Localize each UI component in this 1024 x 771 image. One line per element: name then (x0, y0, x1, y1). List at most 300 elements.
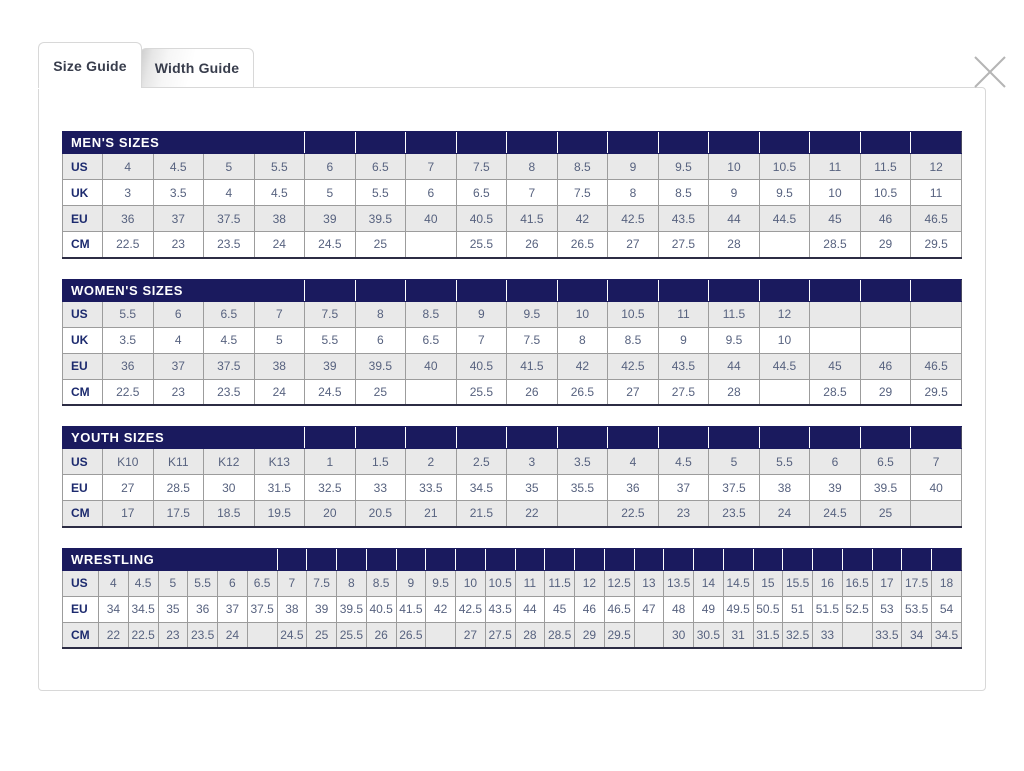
size-cell: 31.5 (254, 475, 305, 501)
size-cell: 18 (932, 570, 962, 596)
size-cell: 35 (507, 475, 558, 501)
size-cell: 42.5 (608, 353, 659, 379)
size-cell: 26.5 (557, 379, 608, 405)
size-cell: 6 (406, 180, 457, 206)
size-cell (860, 327, 911, 353)
size-cell: 27.5 (658, 379, 709, 405)
header-cell (366, 548, 396, 570)
header-cell (658, 279, 709, 301)
size-cell: 44.5 (759, 353, 810, 379)
table-row (63, 475, 962, 501)
header-cell (911, 132, 962, 154)
size-cell: 43.5 (485, 596, 515, 622)
size-cell: 2 (406, 449, 457, 475)
table-title: YOUTH SIZES (63, 427, 255, 449)
header-cell (406, 279, 457, 301)
size-cell: 8.5 (406, 301, 457, 327)
size-cell: 34.5 (128, 596, 158, 622)
header-cell (709, 427, 760, 449)
size-cell: 9.5 (658, 154, 709, 180)
header-cell (860, 427, 911, 449)
size-cell: 39 (305, 353, 356, 379)
size-cell: K10 (103, 449, 154, 475)
size-cell: 6 (305, 154, 356, 180)
header-cell (355, 427, 406, 449)
header-cell (709, 132, 760, 154)
size-cell (557, 501, 608, 527)
table-row (63, 206, 962, 232)
header-cell (810, 132, 861, 154)
size-cell: 45 (810, 206, 861, 232)
size-cell: 33.5 (406, 475, 457, 501)
header-cell (608, 132, 659, 154)
size-cell: 28.5 (545, 622, 575, 648)
size-cell: 23.5 (709, 501, 760, 527)
size-cell: 4 (99, 570, 129, 596)
header-cell (254, 279, 305, 301)
header-cell (305, 132, 356, 154)
header-cell (860, 279, 911, 301)
size-cell: 11 (810, 154, 861, 180)
size-cell: 10 (456, 570, 486, 596)
size-cell: 27 (608, 379, 659, 405)
header-cell (604, 548, 634, 570)
header-cell (515, 548, 545, 570)
header-cell (860, 132, 911, 154)
header-cell (355, 279, 406, 301)
size-cell: 40.5 (456, 206, 507, 232)
size-cell: 10.5 (860, 180, 911, 206)
size-cell: 11 (911, 180, 962, 206)
size-cell: 38 (759, 475, 810, 501)
table-row (63, 232, 962, 258)
size-cell: 31.5 (753, 622, 783, 648)
size-cell: 39 (305, 206, 356, 232)
header-cell (456, 427, 507, 449)
size-cell: 6.5 (406, 327, 457, 353)
size-cell: 7.5 (307, 570, 337, 596)
size-cell: 42 (557, 353, 608, 379)
size-cell: 32.5 (305, 475, 356, 501)
size-cell: 9 (456, 301, 507, 327)
size-cell: 23.5 (188, 622, 218, 648)
size-cell: 28 (709, 232, 760, 258)
header-cell (507, 427, 558, 449)
size-cell: 26.5 (396, 622, 426, 648)
size-cell: 12 (759, 301, 810, 327)
size-cell: 5.5 (305, 327, 356, 353)
size-cell: 28.5 (810, 379, 861, 405)
size-cell: 26 (507, 232, 558, 258)
size-cell: 33 (355, 475, 406, 501)
size-cell: 9 (396, 570, 426, 596)
header-cell (783, 548, 813, 570)
size-cell: 7 (911, 449, 962, 475)
size-cell (426, 622, 456, 648)
size-cell: 13 (634, 570, 664, 596)
size-cell: 7 (507, 180, 558, 206)
header-cell (694, 548, 724, 570)
size-cell: 10 (709, 154, 760, 180)
table-title: MEN'S SIZES (63, 132, 255, 154)
size-cell: 7.5 (456, 154, 507, 180)
header-cell (254, 132, 305, 154)
size-cell: 47 (634, 596, 664, 622)
size-cell: 15 (753, 570, 783, 596)
size-cell: 39.5 (355, 206, 406, 232)
size-cell: 23 (658, 501, 709, 527)
header-cell (406, 427, 457, 449)
size-cell: K13 (254, 449, 305, 475)
table-row (63, 570, 962, 596)
size-cell: 5 (709, 449, 760, 475)
size-cell: 15.5 (783, 570, 813, 596)
size-cell: 25 (860, 501, 911, 527)
size-cell: 53.5 (902, 596, 932, 622)
size-cell: 54 (932, 596, 962, 622)
header-cell (247, 548, 277, 570)
size-cell: 46 (860, 206, 911, 232)
header-cell (753, 548, 783, 570)
row-label: UK (63, 327, 103, 353)
size-cell (759, 232, 810, 258)
size-cell: 44 (709, 353, 760, 379)
size-cell: 34 (99, 596, 129, 622)
header-cell (723, 548, 753, 570)
size-cell: 23 (158, 622, 188, 648)
size-cell: 45 (810, 353, 861, 379)
size-cell: 8 (557, 327, 608, 353)
size-cell: 6 (810, 449, 861, 475)
size-cell: 5 (254, 327, 305, 353)
size-cell: 45 (545, 596, 575, 622)
size-cell (406, 379, 457, 405)
size-cell: 27 (608, 232, 659, 258)
size-cell: 25 (355, 379, 406, 405)
size-cell: 24 (254, 379, 305, 405)
size-cell: 8.5 (557, 154, 608, 180)
header-cell (932, 548, 962, 570)
size-cell: 49.5 (723, 596, 753, 622)
header-cell (759, 279, 810, 301)
size-cell: 5.5 (103, 301, 154, 327)
size-cell: 6 (218, 570, 248, 596)
size-cell: 32.5 (783, 622, 813, 648)
size-cell: 39 (307, 596, 337, 622)
header-cell (842, 548, 872, 570)
header-cell (608, 279, 659, 301)
size-cell: 28 (709, 379, 760, 405)
size-cell: K12 (204, 449, 255, 475)
size-cell: 9.5 (709, 327, 760, 353)
header-cell (337, 548, 367, 570)
table-title: WRESTLING (63, 548, 248, 570)
size-cell: 7.5 (507, 327, 558, 353)
size-cell: 26 (507, 379, 558, 405)
size-cell: 6 (355, 327, 406, 353)
header-cell (557, 427, 608, 449)
header-cell (456, 548, 486, 570)
size-cell: 11 (515, 570, 545, 596)
size-cell: 37 (153, 353, 204, 379)
size-cell: 38 (254, 353, 305, 379)
size-cell: 24.5 (277, 622, 307, 648)
size-cell (911, 301, 962, 327)
size-cell (247, 622, 277, 648)
header-cell (634, 548, 664, 570)
size-cell: 36 (103, 206, 154, 232)
size-cell: 44 (709, 206, 760, 232)
size-cell: 22 (507, 501, 558, 527)
size-cell: 3.5 (103, 327, 154, 353)
size-cell: 2.5 (456, 449, 507, 475)
size-cell: 7 (254, 301, 305, 327)
size-cell: 5 (305, 180, 356, 206)
size-cell: 14.5 (723, 570, 753, 596)
header-cell (902, 548, 932, 570)
size-cell: 37.5 (204, 353, 255, 379)
size-cell: 17.5 (902, 570, 932, 596)
size-cell: 11.5 (545, 570, 575, 596)
header-cell (664, 548, 694, 570)
size-cell: 24 (254, 232, 305, 258)
size-cell (911, 327, 962, 353)
row-label: US (63, 301, 103, 327)
row-label: EU (63, 475, 103, 501)
row-label: US (63, 154, 103, 180)
size-cell: 29.5 (911, 232, 962, 258)
size-cell: 22.5 (128, 622, 158, 648)
size-cell: 8.5 (658, 180, 709, 206)
size-cell: 40 (406, 206, 457, 232)
header-cell (507, 279, 558, 301)
size-cell: 3 (507, 449, 558, 475)
size-cell: 51 (783, 596, 813, 622)
size-cell: 4 (153, 327, 204, 353)
size-cell: 6.5 (860, 449, 911, 475)
size-cell: 7.5 (557, 180, 608, 206)
size-cell: 19.5 (254, 501, 305, 527)
size-cell: 40.5 (366, 596, 396, 622)
size-cell: 5.5 (254, 154, 305, 180)
size-cell: 7 (406, 154, 457, 180)
size-cell: 34 (902, 622, 932, 648)
size-cell (634, 622, 664, 648)
size-cell: 27 (103, 475, 154, 501)
size-cell: 21.5 (456, 501, 507, 527)
size-cell: 17.5 (153, 501, 204, 527)
size-cell: 26 (366, 622, 396, 648)
size-cell (842, 622, 872, 648)
size-cell: 26.5 (557, 232, 608, 258)
header-cell (709, 279, 760, 301)
size-cell: 36 (103, 353, 154, 379)
size-cell: 31 (723, 622, 753, 648)
table-row (63, 154, 962, 180)
size-cell: 4.5 (204, 327, 255, 353)
size-cell: 25 (355, 232, 406, 258)
size-cell: 9.5 (507, 301, 558, 327)
size-cell: 5 (158, 570, 188, 596)
size-cell: 36 (608, 475, 659, 501)
table-row (63, 449, 962, 475)
size-cell: 6 (153, 301, 204, 327)
size-cell: 16 (813, 570, 843, 596)
size-cell: 28.5 (810, 232, 861, 258)
size-cell: 21 (406, 501, 457, 527)
size-cell: 7.5 (305, 301, 356, 327)
size-cell: 5.5 (759, 449, 810, 475)
size-cell: 37.5 (204, 206, 255, 232)
size-cell: 52.5 (842, 596, 872, 622)
size-cell: 25.5 (337, 622, 367, 648)
size-cell: 9.5 (759, 180, 810, 206)
table-row (63, 327, 962, 353)
table-row (63, 180, 962, 206)
size-cell: 14 (694, 570, 724, 596)
size-guide-panel (38, 87, 986, 691)
size-cell: 12 (911, 154, 962, 180)
size-cell: 9.5 (426, 570, 456, 596)
size-cell: 29 (860, 379, 911, 405)
table-row (63, 501, 962, 527)
size-cell: 10.5 (759, 154, 810, 180)
table-row (63, 353, 962, 379)
row-label: EU (63, 596, 99, 622)
size-cell: 40.5 (456, 353, 507, 379)
size-cell: 51.5 (813, 596, 843, 622)
row-label: US (63, 449, 103, 475)
header-cell (759, 427, 810, 449)
size-cell: 8.5 (608, 327, 659, 353)
size-cell: 46 (575, 596, 605, 622)
size-cell: 30.5 (694, 622, 724, 648)
row-label: CM (63, 501, 103, 527)
mens-sizes-table (62, 131, 962, 259)
header-cell (277, 548, 307, 570)
size-cell: 43.5 (658, 206, 709, 232)
row-label: CM (63, 379, 103, 405)
size-cell: 8 (355, 301, 406, 327)
header-cell (658, 132, 709, 154)
size-cell: 8.5 (366, 570, 396, 596)
size-cell: 4.5 (254, 180, 305, 206)
size-cell: 35.5 (557, 475, 608, 501)
size-cell: 6.5 (247, 570, 277, 596)
header-cell (254, 427, 305, 449)
size-cell: 38 (254, 206, 305, 232)
size-cell: 44.5 (759, 206, 810, 232)
header-cell (813, 548, 843, 570)
size-cell: 18.5 (204, 501, 255, 527)
size-cell: 9 (608, 154, 659, 180)
header-cell (507, 132, 558, 154)
header-cell (759, 132, 810, 154)
size-cell: 42 (426, 596, 456, 622)
size-cell: 3.5 (153, 180, 204, 206)
header-cell (608, 427, 659, 449)
size-cell: 40 (911, 475, 962, 501)
size-cell: 49 (694, 596, 724, 622)
size-cell: 29.5 (604, 622, 634, 648)
size-cell: 4.5 (128, 570, 158, 596)
womens-sizes-table (62, 279, 962, 407)
size-cell: 42.5 (608, 206, 659, 232)
size-cell: 1.5 (355, 449, 406, 475)
size-cell: 25.5 (456, 232, 507, 258)
size-cell: 28.5 (153, 475, 204, 501)
size-cell: 34.5 (456, 475, 507, 501)
row-label: EU (63, 206, 103, 232)
size-cell: 6.5 (456, 180, 507, 206)
size-cell: 4 (103, 154, 154, 180)
header-cell (355, 132, 406, 154)
size-cell: 3 (103, 180, 154, 206)
size-cell: 24 (759, 501, 810, 527)
size-cell: 37 (218, 596, 248, 622)
size-cell: 22.5 (103, 232, 154, 258)
size-cell: 7 (277, 570, 307, 596)
table-row (63, 596, 962, 622)
size-cell (810, 301, 861, 327)
header-cell (406, 132, 457, 154)
size-cell: 8 (337, 570, 367, 596)
row-label: CM (63, 232, 103, 258)
size-cell: 5.5 (355, 180, 406, 206)
header-cell (810, 427, 861, 449)
size-cell: 39.5 (355, 353, 406, 379)
size-cell: 10 (810, 180, 861, 206)
tab-width-guide[interactable]: Width Guide (140, 48, 254, 88)
size-cell: 10 (759, 327, 810, 353)
size-cell: 11.5 (860, 154, 911, 180)
size-cell: 24.5 (810, 501, 861, 527)
size-cell: 17 (872, 570, 902, 596)
size-cell: 13.5 (664, 570, 694, 596)
size-cell: K11 (153, 449, 204, 475)
size-cell: 7 (456, 327, 507, 353)
header-cell (396, 548, 426, 570)
size-cell: 1 (305, 449, 356, 475)
size-cell: 36 (188, 596, 218, 622)
size-cell: 39.5 (860, 475, 911, 501)
tab-size-guide[interactable]: Size Guide (38, 42, 142, 88)
table-row (63, 379, 962, 405)
size-cell: 23 (153, 379, 204, 405)
size-cell: 30 (664, 622, 694, 648)
size-cell: 23 (153, 232, 204, 258)
size-cell: 22.5 (103, 379, 154, 405)
size-cell: 22 (99, 622, 129, 648)
size-cell: 12.5 (604, 570, 634, 596)
size-cell: 8 (608, 180, 659, 206)
size-cell: 42.5 (456, 596, 486, 622)
size-cell: 35 (158, 596, 188, 622)
size-cell: 10.5 (608, 301, 659, 327)
size-cell: 41.5 (507, 353, 558, 379)
size-cell: 4 (204, 180, 255, 206)
size-cell (860, 301, 911, 327)
size-cell: 24.5 (305, 232, 356, 258)
header-cell (557, 132, 608, 154)
size-cell: 20 (305, 501, 356, 527)
size-cell: 5 (204, 154, 255, 180)
size-guide-tabs (38, 42, 1024, 88)
size-cell: 37.5 (247, 596, 277, 622)
header-cell (456, 279, 507, 301)
size-cell: 29 (575, 622, 605, 648)
size-cell: 40 (406, 353, 457, 379)
